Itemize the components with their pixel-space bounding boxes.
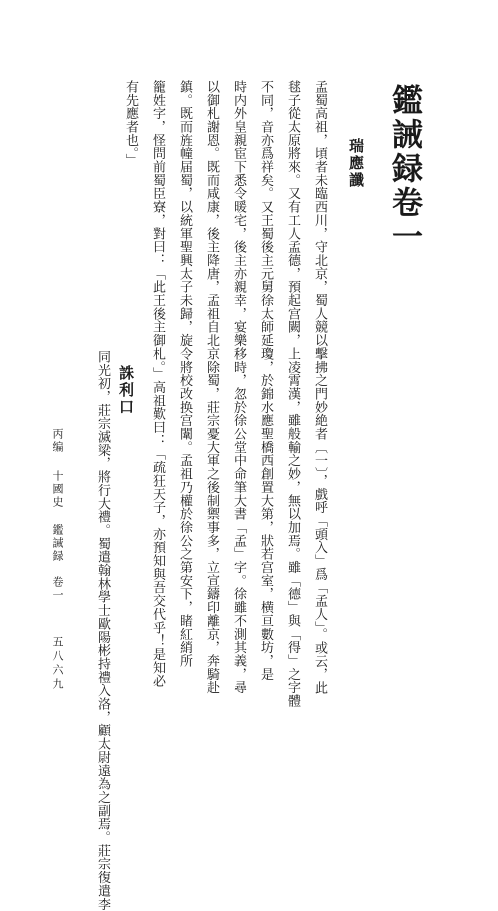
section-heading-zhuliko: 誅利口 [117,365,135,416]
text-column-4: 時内外皇親宦下悉令暖宅，後主亦親幸，宴樂移時，忽於徐公堂中命筆大書「孟」字。徐雖不測其義，尋 [231,80,246,695]
text-column-2: 毬子從太原將來。又有工人孟德，預起宫闕，上凌霄漢，雖般輸之妙，無以加焉。雖「德」與「得」之字體 [285,80,300,708]
footer-series: 丙编 [51,428,64,454]
book-title: 鑑誡録卷一 [386,84,422,254]
text-column-5: 以御札謝恩。既而咸康，後主降唐，孟祖自北京除蜀，莊宗憂大軍之後制禦事多，立宣鑄印離京，奔騎赴 [204,80,219,695]
footer-collection: 十國史 [51,470,64,509]
footer-book-volume: 鑑誡録 卷一 [51,524,64,602]
text-column-3: 不同，音亦爲祥矣。又王蜀後主元舅徐太師延瓊，於錦水應聖橋西創置大第，狀若宫室，横亘數坊，是 [258,80,273,681]
text-column-6: 鎮。既而旌幢届蜀，以統軍聖興太子未歸，旋令將校改换宫闈。孟祖乃權於徐公之第安下，睹紅綃所 [177,80,192,668]
text-column-7: 籠姓字，怪問前蜀臣寮，對曰：「此王後主御札。」高祖歎曰：「疏狂天子，亦預知與吾交代乎！是知必 [150,80,165,688]
text-column-8: 有先應者也。」 [123,80,138,167]
text-column-1: 孟蜀高祖，頃者未臨西川，守北京，蜀人競以擊拂之門妙絶者〔一〕，戲呼「頭入」爲「孟人」。或云，此 [312,80,327,695]
text-column-9: 同光初，莊宗滅梁，將行大禮。蜀遣翰林學士歐陽彬持禮入洛，顧太尉遠為之副焉。莊宗復遣李 [95,350,110,911]
section-heading-ruiying: 瑞應讖 [347,138,365,189]
page-number: 五八六九 [51,636,64,692]
